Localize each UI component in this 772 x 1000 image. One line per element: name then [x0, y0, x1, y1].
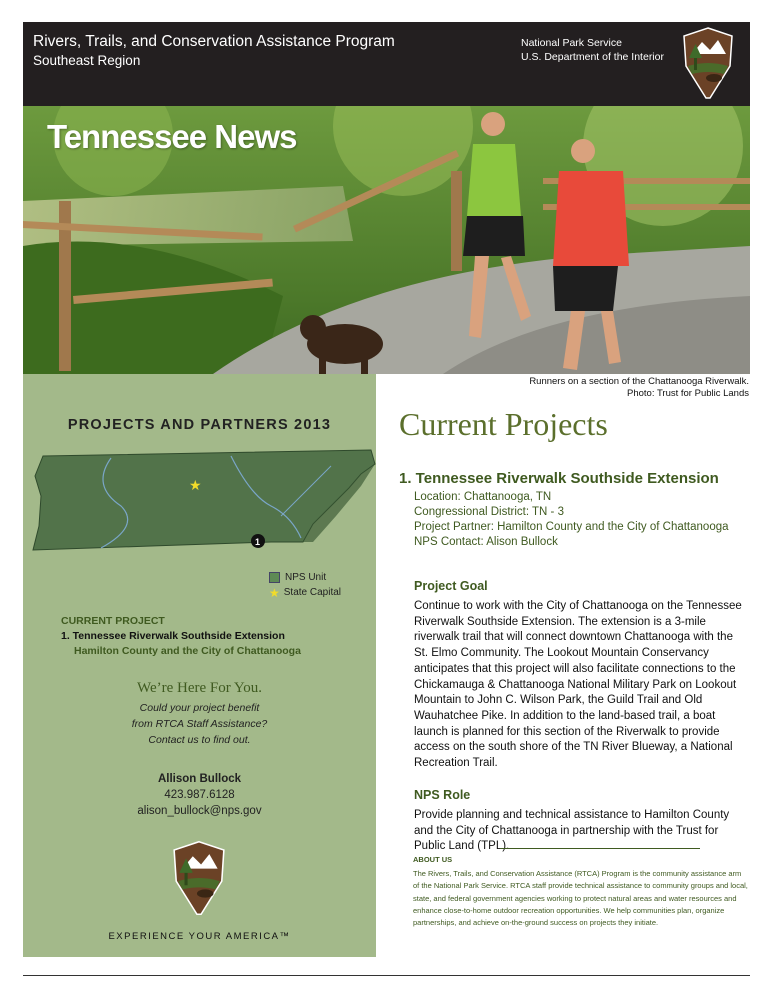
- nps-role-heading: NPS Role: [414, 788, 471, 802]
- agency-block: [521, 36, 664, 64]
- current-project-block: [61, 614, 301, 659]
- contact-phone[interactable]: 423.987.6128: [164, 789, 235, 801]
- header-bar: [23, 22, 750, 106]
- project-goal-text: Continue to work with the City of Chattanooga on the Tennessee Riverwalk Southside Extension. The extension is a 3-mile riverwalk trail that will connect downtown Chattanooga with the St. Elmo Community. The Lookout Mountain Conservancy anticipates that this project will also facilitate connections to the Chickamauga & Chattanooga National Military Park on Lookout Mountain to John C. Wilson Park, the Guild Trail and Old Wauhatchee Pike. In addition to the land-based trail, a boat launch is planned for this section of the Riverwalk to provide access on the south shore of the TN River Blueway, a National Recreation Trail.: [414, 600, 742, 770]
- here-for-you-heading: We’re Here For You.: [136, 680, 263, 696]
- newsletter-title: Tennessee News: [47, 118, 297, 155]
- photo-caption: [403, 376, 749, 400]
- legend-nps-unit: NPS Unit: [285, 572, 327, 583]
- nps-role-text: Provide planning and technical assistance to Hamilton County and the City of Chattanooga in partnership with the Trust for Public Land (TPL).: [414, 809, 730, 853]
- contact-name: Allison Bullock: [157, 773, 242, 785]
- nps-unit-swatch: [269, 572, 280, 583]
- program-name: Rivers, Trails, and Conservation Assistance Program: [33, 33, 395, 50]
- caption-line-1: Runners on a section of the Chattanooga Riverwalk.: [529, 376, 749, 387]
- here-line-1: Could your project benefit: [139, 702, 260, 714]
- here-line-3: Contact us to find out.: [148, 734, 251, 746]
- here-for-you-block: [23, 680, 376, 748]
- newsletter-page: [23, 22, 750, 957]
- main-column: [399, 406, 749, 853]
- project-marker: 1: [255, 537, 261, 547]
- contact-email[interactable]: alison_bullock@nps.gov: [137, 805, 262, 817]
- department-name: U.S. Department of the Interior: [521, 51, 664, 63]
- experience-tagline: EXPERIENCE YOUR AMERICA™: [108, 931, 291, 942]
- hero-photo: [23, 106, 750, 374]
- about-text: The Rivers, Trails, and Conservation Assistance (RTCA) Program is the community assistance arm of the National Park Service. RTCA staff provide technical assistance to community groups and local, state, and federal government agencies working to protect natural areas and water resources and enhance close-to-home outdoor recreation opportunities. We help communities plan, organize partnerships, and achieve on-the-ground success on projects they initiate.: [413, 869, 748, 928]
- about-heading: ABOUT US: [413, 855, 453, 864]
- project-contact: NPS Contact: Alison Bullock: [414, 536, 558, 548]
- project-goal-heading: Project Goal: [414, 579, 488, 593]
- project-district: Congressional District: TN - 3: [414, 506, 564, 518]
- nps-arrowhead-icon: [680, 26, 736, 100]
- nps-arrowhead-icon: [170, 839, 228, 917]
- current-project-item: 1. Tennessee Riverwalk Southside Extension: [61, 630, 285, 642]
- state-capital-star: ★: [189, 477, 202, 493]
- contact-block: [23, 771, 376, 819]
- current-projects-title: Current Projects: [399, 406, 608, 442]
- region-name: Southeast Region: [33, 53, 141, 68]
- project-meta: [414, 490, 729, 550]
- current-project-heading: CURRENT PROJECT: [61, 615, 165, 627]
- current-project-partner: Hamilton County and the City of Chattanooga: [74, 645, 301, 657]
- caption-line-2: Photo: Trust for Public Lands: [627, 388, 749, 399]
- here-line-2: from RTCA Staff Assistance?: [131, 718, 268, 730]
- map-legend: [269, 570, 341, 600]
- legend-state-capital: State Capital: [283, 587, 342, 598]
- bottom-rule: [23, 975, 750, 976]
- project-title: 1. Tennessee Riverwalk Southside Extension: [399, 470, 719, 487]
- project-location: Location: Chattanooga, TN: [414, 491, 552, 503]
- about-divider: [500, 848, 700, 849]
- star-icon: ★: [269, 585, 280, 600]
- agency-name: National Park Service: [521, 37, 622, 49]
- projects-partners-heading: PROJECTS AND PARTNERS 2013: [67, 417, 332, 433]
- project-partner: Project Partner: Hamilton County and the City of Chattanooga: [414, 521, 729, 533]
- sidebar-panel: [23, 374, 376, 957]
- tennessee-map: [31, 446, 376, 556]
